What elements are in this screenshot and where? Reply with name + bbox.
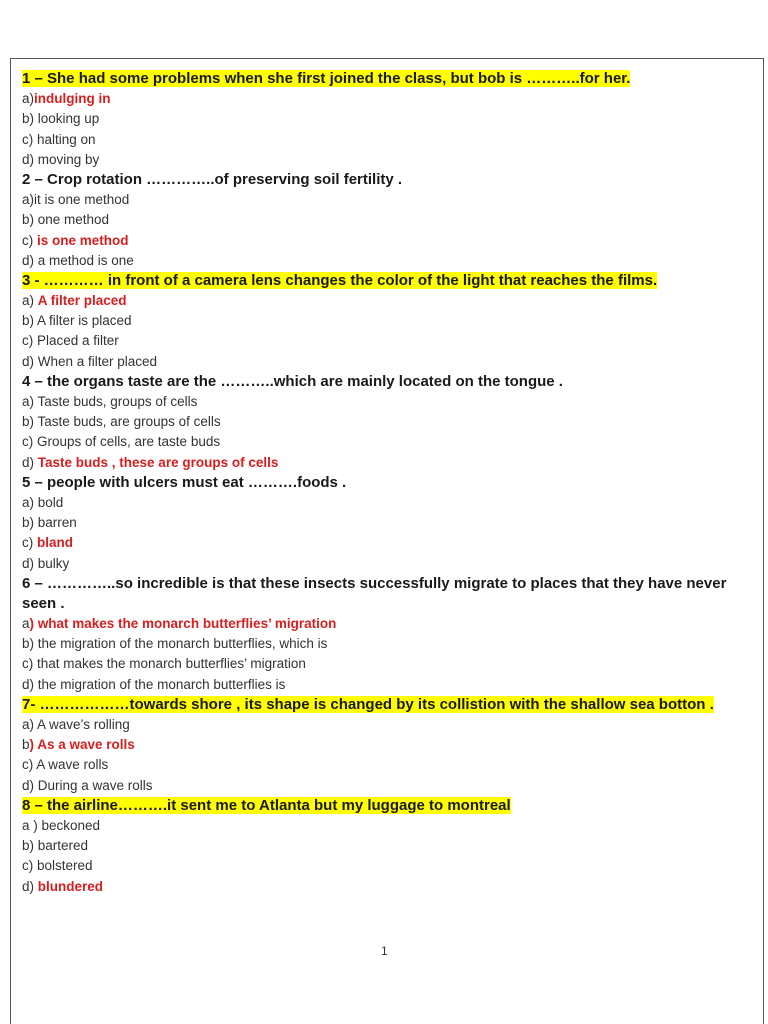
question-6: 6 – …………..so incredible is that these insects successfully migrate to places that they have never seen . bbox=[22, 574, 727, 612]
question-5: 5 – people with ulcers must eat ……….foods . bbox=[22, 473, 347, 491]
question-list bbox=[22, 69, 752, 897]
question-5-option-a: a) bold bbox=[22, 494, 64, 510]
correct-answer: Taste buds , these are groups of cells bbox=[37, 454, 279, 470]
correct-answer: indulging in bbox=[34, 91, 111, 107]
question-3 bbox=[22, 271, 752, 291]
question-8-option-c: c) bolstered bbox=[22, 858, 93, 874]
question-8-option-b: b) bartered bbox=[22, 838, 89, 854]
question-4-option-a: a) Taste buds, groups of cells bbox=[22, 394, 198, 409]
question-3-prompt: 3 - ………… in front of a camera lens changes the color of the light that reaches the films. bbox=[22, 271, 658, 289]
question-8-prompt: 8 – the airline……….it sent me to Atlanta but my luggage to montreal bbox=[22, 796, 511, 814]
question-4-option-c: c) Groups of cells, are taste buds bbox=[22, 434, 221, 450]
question-6-option-b: b) the migration of the monarch butterflies, which is bbox=[22, 636, 328, 652]
question-3-option-d: d) When a filter placed bbox=[22, 353, 158, 369]
question-1-option-d: d) moving by bbox=[22, 151, 100, 167]
question-3-option-a: a) A filter placed bbox=[22, 293, 127, 309]
question-1-prompt: 1 – She had some problems when she first joined the class, but bob is ………..for her. bbox=[22, 70, 631, 87]
correct-answer: ) what makes the monarch butterflies’ migration bbox=[29, 616, 337, 632]
question-4-option-d: d) Taste buds , these are groups of cells bbox=[22, 454, 279, 470]
question-2-option-a: a)it is one method bbox=[22, 192, 130, 208]
question-7 bbox=[22, 695, 752, 715]
question-3-option-c: c) Placed a filter bbox=[22, 333, 119, 349]
correct-answer: bland bbox=[37, 535, 74, 551]
question-8-option-a: a ) beckoned bbox=[22, 817, 101, 833]
question-4-option-b: b) Taste buds, are groups of cells bbox=[22, 414, 221, 430]
question-2-option-c: c) is one method bbox=[22, 232, 129, 248]
question-3-option-b: b) A filter is placed bbox=[22, 313, 132, 329]
question-7-option-b: b) As a wave rolls bbox=[22, 737, 135, 753]
question-2-option-d: d) a method is one bbox=[22, 252, 134, 268]
question-1 bbox=[22, 69, 752, 89]
question-7-prompt: 7- ………………towards shore , its shape is changed by its collistion with the shallow sea botton . bbox=[22, 695, 714, 713]
question-1-option-a: a)indulging in bbox=[22, 91, 111, 107]
question-1-option-c: c) halting on bbox=[22, 131, 96, 147]
correct-answer: blundered bbox=[37, 878, 104, 894]
question-6-option-c: c) that makes the monarch butterflies’ migration bbox=[22, 656, 306, 672]
question-1-option-b: b) looking up bbox=[22, 111, 100, 127]
question-2-option-b: b) one method bbox=[22, 212, 110, 228]
question-2: 2 – Crop rotation …………..of preserving soil fertility . bbox=[22, 170, 403, 188]
page-number: 1 bbox=[381, 944, 388, 958]
question-5-option-c: c) bland bbox=[22, 535, 74, 551]
correct-answer: A filter placed bbox=[37, 293, 127, 309]
question-7-option-d: d) During a wave rolls bbox=[22, 777, 153, 793]
question-8-option-d: d) blundered bbox=[22, 878, 104, 894]
question-6-option-d: d) the migration of the monarch butterflies is bbox=[22, 676, 286, 692]
question-7-option-a: a) A wave’s rolling bbox=[22, 717, 130, 733]
correct-answer: ) As a wave rolls bbox=[29, 737, 135, 753]
question-7-option-c: c) A wave rolls bbox=[22, 757, 109, 773]
question-5-option-b: b) barren bbox=[22, 515, 77, 531]
question-6-option-a: a) what makes the monarch butterflies’ migration bbox=[22, 616, 337, 632]
question-4: 4 – the organs taste are the ………..which are mainly located on the tongue . bbox=[22, 372, 563, 390]
question-8 bbox=[22, 796, 752, 816]
correct-answer: is one method bbox=[37, 232, 129, 248]
question-5-option-d: d) bulky bbox=[22, 555, 70, 571]
